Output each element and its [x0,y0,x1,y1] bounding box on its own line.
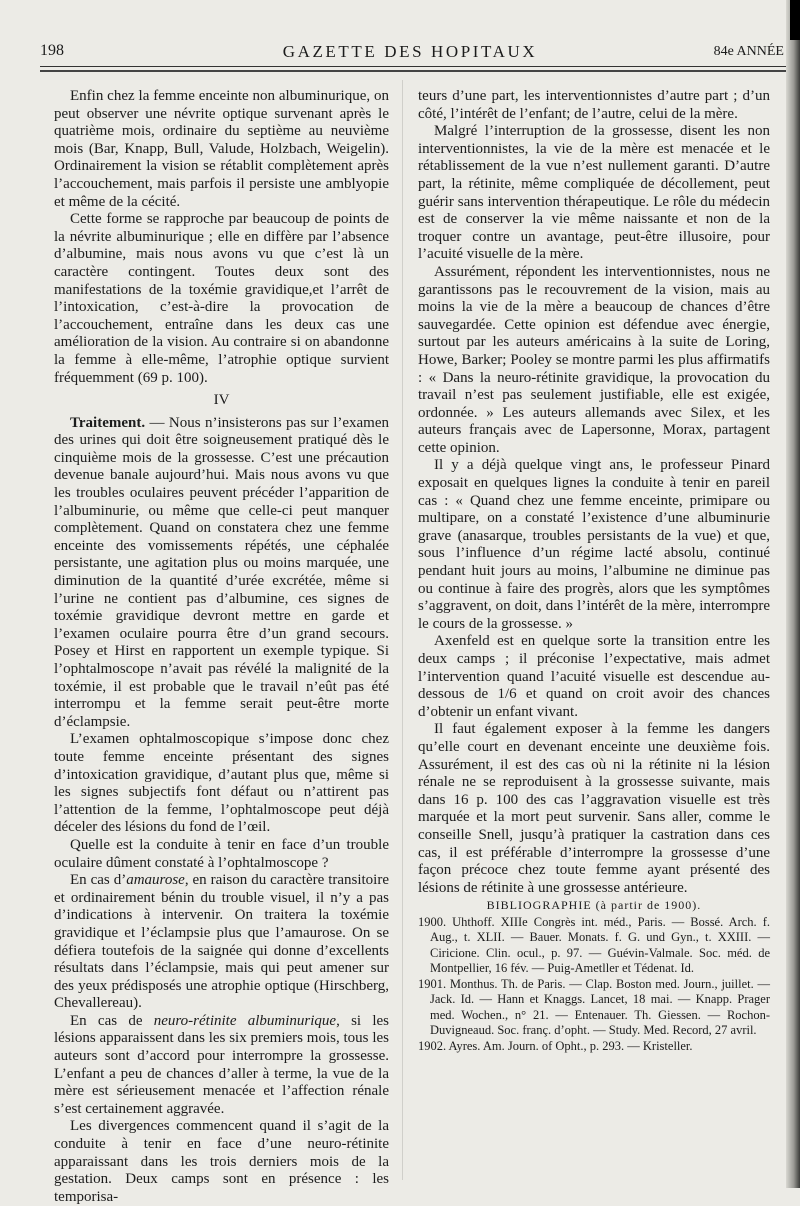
paragraph: teurs d’une part, les interventionnistes d’autre part ; d’un côté, l’intérêt de l’enfant; de l’autre, celui de la mère. [418,88,770,122]
bibliography-entry: 1902. Ayres. Am. Journ. of Opht., p. 293. — Kristeller. [418,1038,693,1053]
paragraph: Enfin chez la femme enceinte non albuminurique, on peut observer une névrite optique survenant après le quatrième mois, ordinaire du septième au neuvième mois (Bar, Knapp, Bull, Valude, Holzbach, Weigelin). Ordinairement la vision se rétablit complètement après l’accouchement, mais parfois il persiste une amblyopie et même de la cécité. [54,88,389,210]
bibliography-entry: 1901. Monthus. Th. de Paris. — Clap. Boston med. Journ., juillet. — Jack. Id. — Hann et Knaggs. Lancet, 18 mai. — Knapp. Prager med. Wochen., n° 21. — Entenauer. Th. Giessen. — Rochon-Duvigneaud. Soc. franç. d’opht. — Study. Med. Record, 27 avril. [418,976,770,1038]
journal-title: GAZETTE DES HOPITAUX [282,42,538,61]
paragraph-text: En cas d’ [70,872,127,889]
bibliography-entry: 1900. Uhthoff. XIIIe Congrès int. méd., Paris. — Bossé. Arch. f. Aug., t. XLII. — Bauer. Monats. f. G. und Gyn., t. XXIII. — Ciricione. Clin. ocul., p. 97. — Guévin-Valmale. Soc. méd. de Montpellier, 16 fév. — Puig-Ametller et Tédenat. Id. [418,914,770,976]
header-rule-double [40,70,788,72]
paragraph: Quelle est la conduite à tenir en face d’un trouble oculaire dûment constaté à l’ophtalmoscope ? [54,836,389,871]
header-rule [40,66,788,67]
paragraph: Il faut également exposer à la femme les dangers qu’elle court en devenant enceinte une deuxième fois. Assurément, il est des cas où ni la rétinite ni la lésion rénale ne se reproduisent à la grossesse suivante, mais dans 16 p. 100 des cas l’aggravation visuelle est très marquée et la mort peut survenir. Sans aller, comme le conseille Snell, jusqu’à pratiquer la castration dans ces cas, il est préférable d’interrompre la grossesse d’une façon précoce chez toute femme ayant présenté des lésions de rétinite à une grossesse antérieure. [418,721,770,896]
paragraph: Les divergences commencent quand il s’agit de la conduite à tenir en face d’une neuro-rétinite apparaissant dans les trois derniers mois de la gestation. Deux camps sont en présence : les temporisa- [54,1118,389,1205]
paragraph [54,872,389,1013]
corner-mark [790,0,800,40]
paragraph: Cette forme se rapproche par beaucoup de points de la névrite albuminurique ; elle en diffère par l’absence d’albumine, mais nous avons vu que c’est là un caractère contingent. Toutes deux sont des manifestations de la toxémie gravidique,et l’arrêt de l’intoxication, c’est-à-dire la provocation de l’accouchement, entraîne dans les deux cas une amélioration de la vision. Au contraire si on abandonne la femme à elle-même, l’atrophie optique survient fréquemment (69 p. 100). [54,211,389,386]
paragraph: L’examen ophtalmoscopique s’impose donc chez toute femme enceinte présentant des signes d’intoxication gravidique, d’autant plus que, même si les signes subjectifs font défaut ou n’attirent pas l’attention de la femme, l’ophtalmoscope peut déjà déceler des lésions du fond de l’œil. [54,731,389,836]
paragraph-text: , en raison du caractère transitoire et ordinairement bénin du trouble visuel, il n’y a pas d’indications à intervenir. On traitera la toxémie gravidique et l’éclampsie plus que l’amaurose. On se défiera toutefois de la saignée qui donne d’excellents résultats dans l’éclampsie, mais qui peut amener sur des yeux prédisposés une atrophie optique (Hirschberg, Chevallereau). [54,872,390,1012]
paragraph-text: , si les lésions apparaissent dans les six premiers mois, tous les auteurs sont d’accord pour interrompre la grossesse. L’enfant a peu de chances d’aller à terme, la vue de la mère est sérieusement menacée et l’affection rénale s’est certainement aggravée. [54,1012,389,1117]
page-number: 198 [40,42,64,59]
paragraph-text: — Nous n’insisterons pas sur l’examen des urines qui doit être soigneusement pratiqué dès le cinquième mois de la grossesse. C’est une précaution devenue banale aujourd’hui. Mais nous avons vu que les troubles oculaires peuvent précéder l’apparition de l’albuminurie, ou même que celle-ci peut manquer complètement. Quand on constatera chez une femme enceinte des vomissements répétés, une céphalée persistante, une agitation plus ou moins marquée, une diminution de la quantité d’urée excrétée, même si l’urine ne contient pas d’albumine, ces signes de toxémie gravidique devront mettre en garde et l’examen oculaire pourra être d’un grand secours. Posey et Hirst en rapportent un exemple typique. Si l’ophtalmoscope n’avait pas révélé la malignité de la toxémie, il est probable que le travail n’eût pas été interrompu et la femme serait peut-être morte d’éclampsie. [54,414,389,730]
bibliography [418,915,770,1055]
paragraph [54,1013,389,1119]
paragraph: Il y a déjà quelque vingt ans, le professeur Pinard exposait en quelques lignes la conduite à tenir en pareil cas : « Quand chez une femme enceinte, primipare ou multipare, on a constaté l’existence d’une albuminurie grave (anasarque, troubles persistants de la vue) et que, sous l’influence d’un régime lacté absolu, continué pendant huit jours au moins, l’albumine ne diminue pas ou continue à faire des progrès, alors que les symptômes s’aggravent, on doit, dans l’intérêt de la mère, interrompre le cours de la grossesse. » [418,457,770,632]
page-header [40,42,788,66]
paragraph-text: En cas de [70,1012,154,1029]
column-divider [402,80,403,1180]
left-column [54,88,389,1206]
page-edge-shadow [786,0,800,1188]
paragraph: Malgré l’interruption de la grossesse, disent les non interventionnistes, la vie de la mère est menacée et le rétablissement de la vue n’est nullement garanti. D’autre part, la rétinite, même compliquée de décollement, peut guérir sans intervention thérapeutique. Le rôle du médecin est de conserver la vie même naissante et non de la troquer contre un avantage, peut-être illusoire, pour l’acuité visuelle de la mère. [418,123,770,263]
section-heading: Traitement. [70,414,146,431]
year-label: 84e ANNÉE [713,44,784,59]
paragraph: Assurément, répondent les interventionnistes, nous ne garantissons pas le recouvrement de la vision, mais au moins la vie de la mère a beaucoup de chances d’être sauvegardée. Cette opinion est défendue avec énergie, surtout par les auteurs américains à la suite de Loring, Howe, Barker; Pooley se montre parmi les plus affirmatifs : « Dans la neuro-rétinite gravidique, la provocation du travail n’est pas seulement justifiable, elle est exigée, ordonnée. » Les auteurs allemands avec Silex, et les auteurs français avec de Lapersonne, Morax, partagent cette opinion. [418,263,770,456]
emphasis: amaurose [126,872,185,889]
right-column [418,88,770,1054]
section-number: IV [213,392,230,409]
paragraph [54,415,389,732]
bibliography-heading: BIBLIOGRAPHIE (à partir de 1900). [486,898,702,913]
emphasis: neuro-rétinite albuminurique [153,1012,337,1029]
paragraph: Axenfeld est en quelque sorte la transition entre les deux camps ; il préconise l’expectative, mais admet l’intervention quand l’acuité visuelle est descendue au-dessous de 1/6 et quand on croit avoir des chances d’obtenir un enfant vivant. [418,633,770,720]
